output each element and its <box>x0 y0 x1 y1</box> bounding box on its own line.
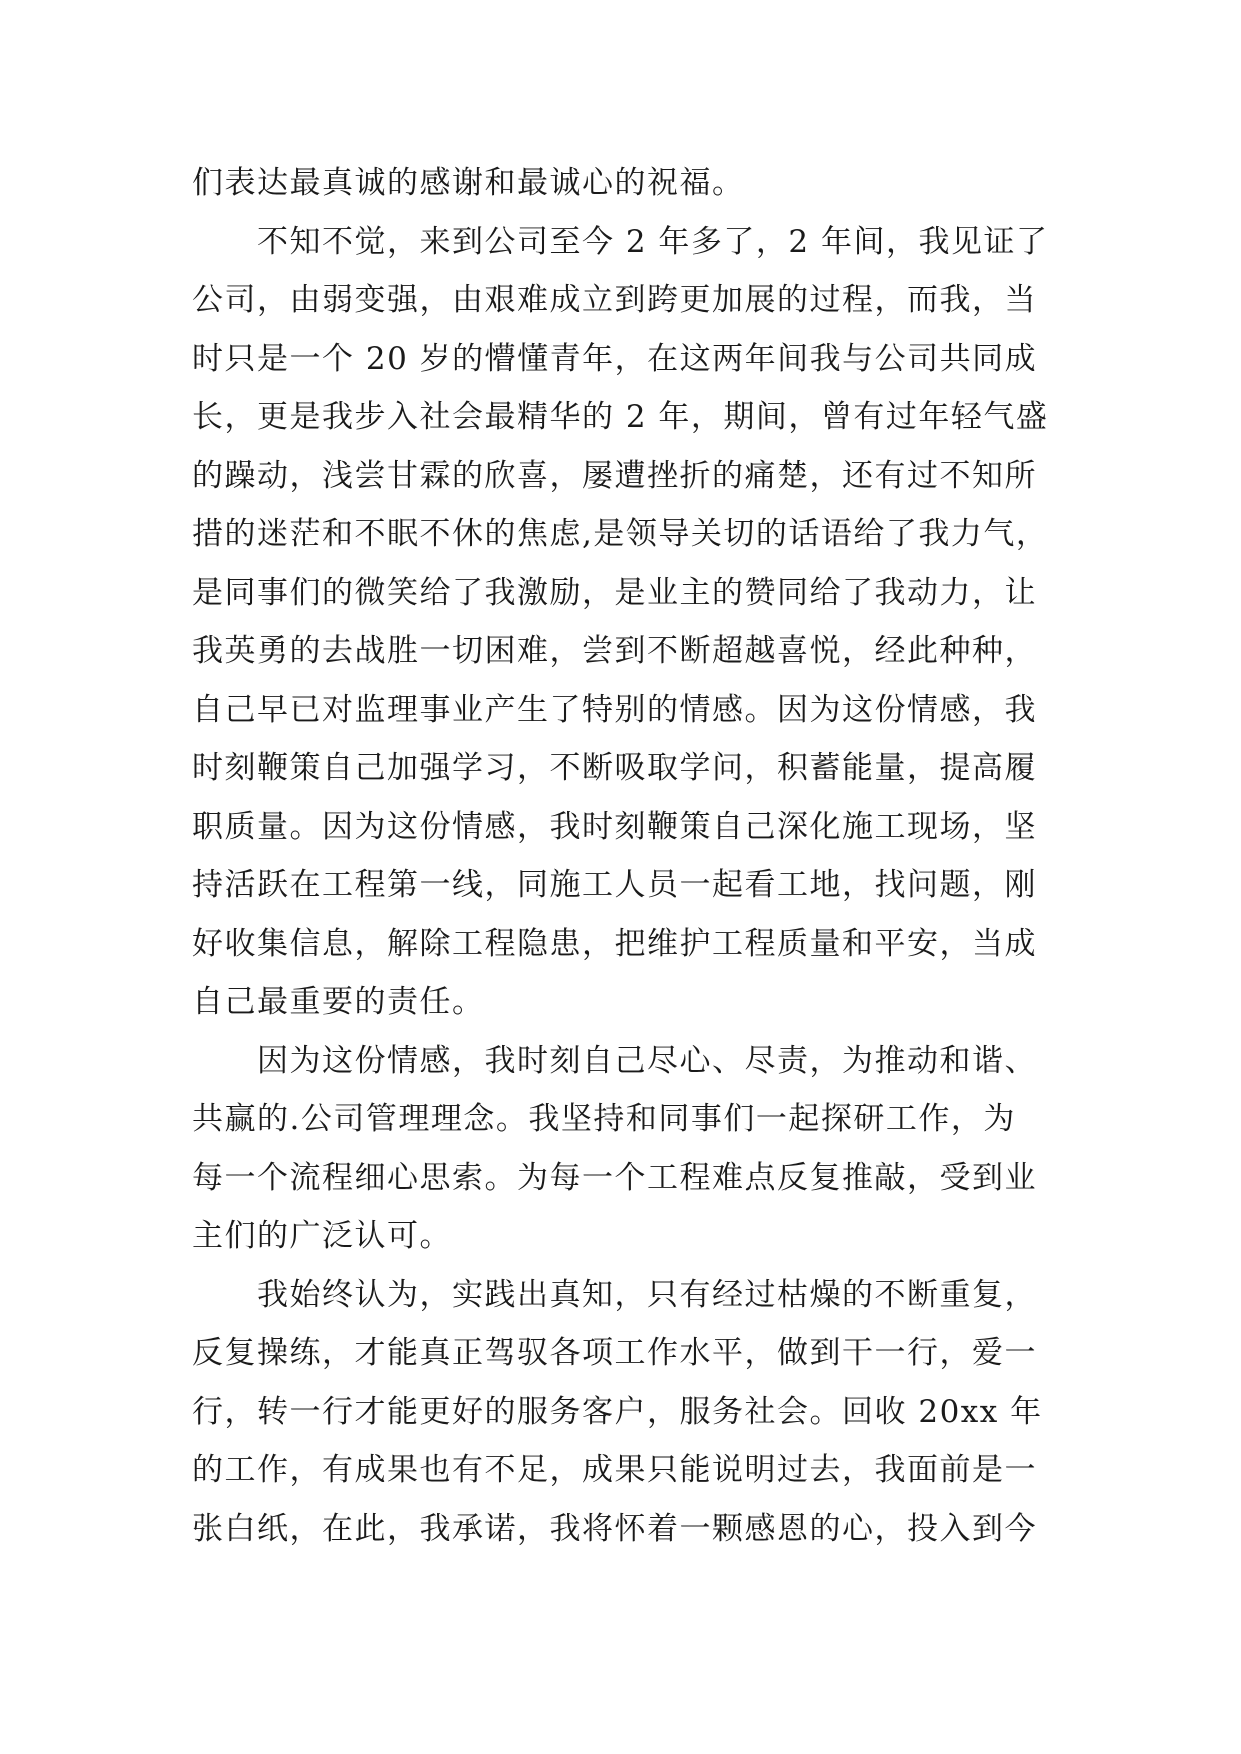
text-line: 共赢的.公司管理理念。我坚持和同事们一起探研工作，为 <box>192 1101 1016 1137</box>
text-line: 措的迷茫和不眠不休的焦虑,是领导关切的话语给了我力气， <box>192 516 1049 552</box>
text-line: 公司，由弱变强，由艰难成立到跨更加展的过程，而我，当 <box>192 282 1037 318</box>
text-line: 我始终认为，实践出真知，只有经过枯燥的不断重复， <box>192 1276 1037 1313</box>
text-line: 是同事们的微笑给了我激励，是业主的赞同给了我动力，让 <box>192 574 1037 611</box>
document-body <box>192 154 1072 1558</box>
text-line: 长，更是我步入社会最精华的 2 年，期间，曾有过年轻气盛 <box>192 399 1049 435</box>
text-line: 职质量。因为这份情感，我时刻鞭策自己深化施工现场，坚 <box>192 808 1037 845</box>
text-line: 行，转一行才能更好的服务客户，服务社会。回收 20xx 年 <box>192 1393 1043 1430</box>
text-line: 因为这份情感，我时刻自己尽心、尽责，为推动和谐、 <box>192 1042 1037 1079</box>
text-line: 自己最重要的责任。 <box>192 984 485 1020</box>
text-line: 张白纸，在此，我承诺，我将怀着一颗感恩的心，投入到今 <box>192 1510 1037 1547</box>
text-line: 的工作，有成果也有不足，成果只能说明过去，我面前是一 <box>192 1452 1037 1488</box>
text-line: 们表达最真诚的感谢和最诚心的祝福。 <box>192 165 745 201</box>
text-line: 我英勇的去战胜一切困难，尝到不断超越喜悦，经此种种， <box>192 633 1037 669</box>
text-line: 主们的广泛认可。 <box>192 1218 452 1254</box>
text-line: 时刻鞭策自己加强学习，不断吸取学问，积蓄能量，提高履 <box>192 750 1037 786</box>
text-line: 持活跃在工程第一线，同施工人员一起看工地，找问题，刚 <box>192 867 1037 903</box>
text-line: 自己早已对监理事业产生了特别的情感。因为这份情感，我 <box>192 691 1037 728</box>
text-line: 反复操练，才能真正驾驭各项工作水平，做到干一行，爱一 <box>192 1335 1037 1371</box>
text-line: 每一个流程细心思索。为每一个工程难点反复推敲，受到业 <box>192 1159 1037 1196</box>
text-line: 时只是一个 20 岁的懵懂青年，在这两年间我与公司共同成 <box>192 340 1038 377</box>
text-line: 的躁动，浅尝甘霖的欣喜，屡遭挫折的痛楚，还有过不知所 <box>192 457 1037 494</box>
text-line: 不知不觉，来到公司至今 2 年多了，2 年间，我见证了 <box>192 223 1049 260</box>
text-line: 好收集信息，解除工程隐患，把维护工程质量和平安，当成 <box>192 925 1037 962</box>
